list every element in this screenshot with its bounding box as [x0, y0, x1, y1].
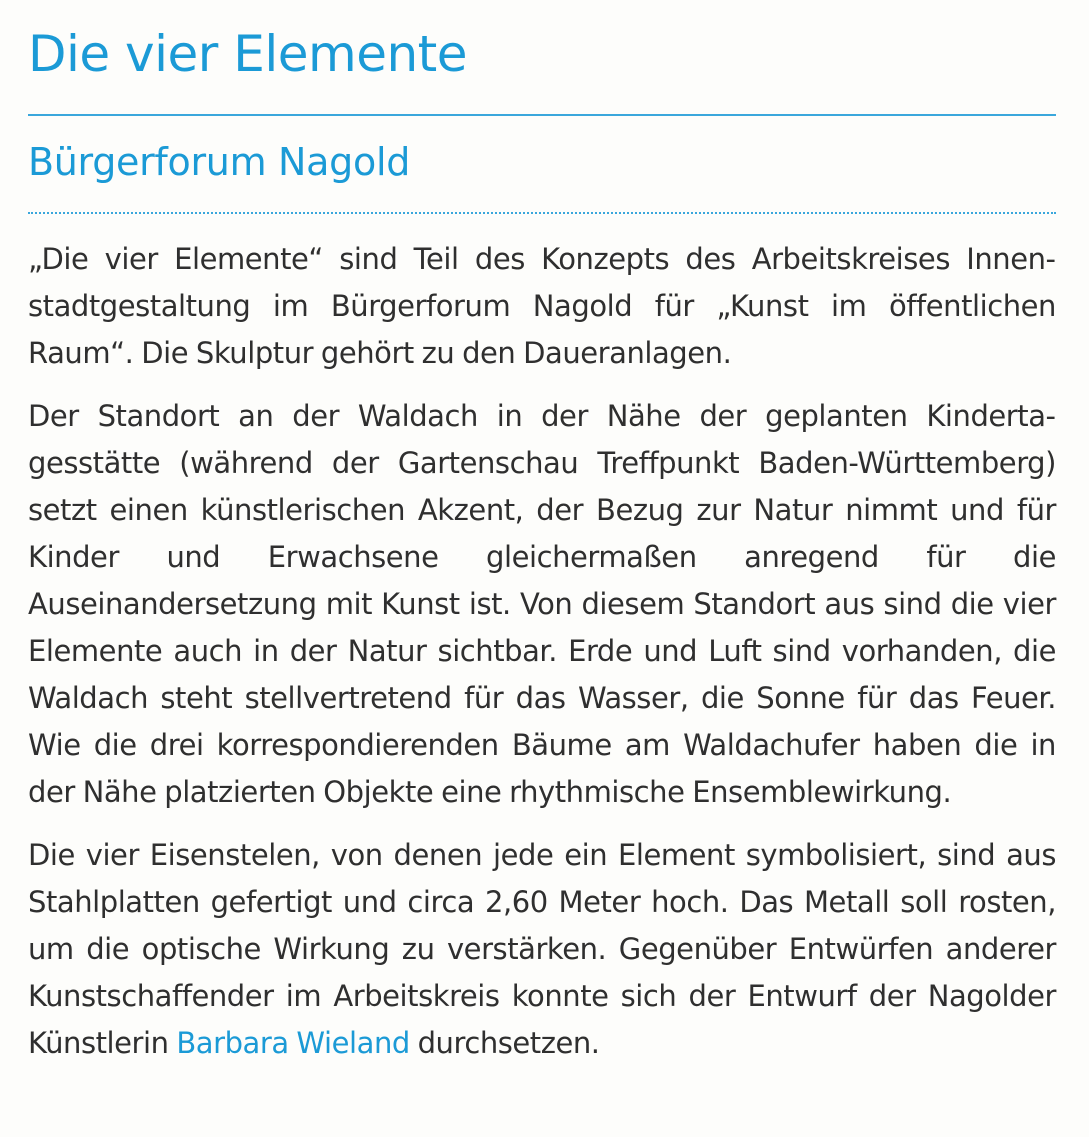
- section-subtitle: Bürgerforum Nagold: [28, 140, 411, 184]
- artist-name: Barbara Wieland: [176, 1026, 410, 1060]
- paragraph-intro: „Die vier Elemente“ sind Teil des Konzepts des Arbeitskreises Innenstadtgestaltung im Bürgerforum Nagold für „Kunst im öffentlichen Raum“. Die Skulptur gehört zu den Daueranlagen.: [28, 242, 1056, 370]
- paragraph-sculpture-end: durchsetzen.: [409, 1026, 600, 1060]
- paragraph-location: Der Standort an der Waldach in der Nähe der geplanten Kindertagesstätte (während der Gartenschau Treffpunkt Baden-Württemberg) setzt einen künstlerischen Akzent, der Bezug zur Natur nimmt und für Kinder und Erwachsene gleichermaßen anregend für die Auseinandersetzung mit Kunst ist. Von diesem Standort aus sind die vier Elemente auch in der Natur sichtbar. Erde und Luft sind vorhanden, die Waldach steht stellvertretend für das Wasser, die Sonne für das Feuer. Wie die drei korrespondierenden Bäume am Waldachufer haben die in der Nähe platzierten Objekte eine rhythmische Ensemblewirkung.: [28, 399, 1056, 809]
- page-title: Die vier Elemente: [28, 25, 468, 83]
- paragraph-sculpture: [28, 832, 1056, 1067]
- article-body: [28, 236, 1056, 1083]
- subtitle-divider: [28, 212, 1056, 214]
- paragraph-sculpture-text: Die vier Eisenstelen, von denen jede ein Element symbolisiert, sind aus Stahlplatten gefertigt und circa 2,60 Meter hoch. Das Metall soll rosten, um die optische Wirkung zu verstärken. Gegenüber Entwürfen anderer Kunstschaffender im Arbeitskreis konnte sich der Entwurf der Nagolder Künstlerin: [28, 838, 1056, 1060]
- title-divider: [28, 114, 1056, 116]
